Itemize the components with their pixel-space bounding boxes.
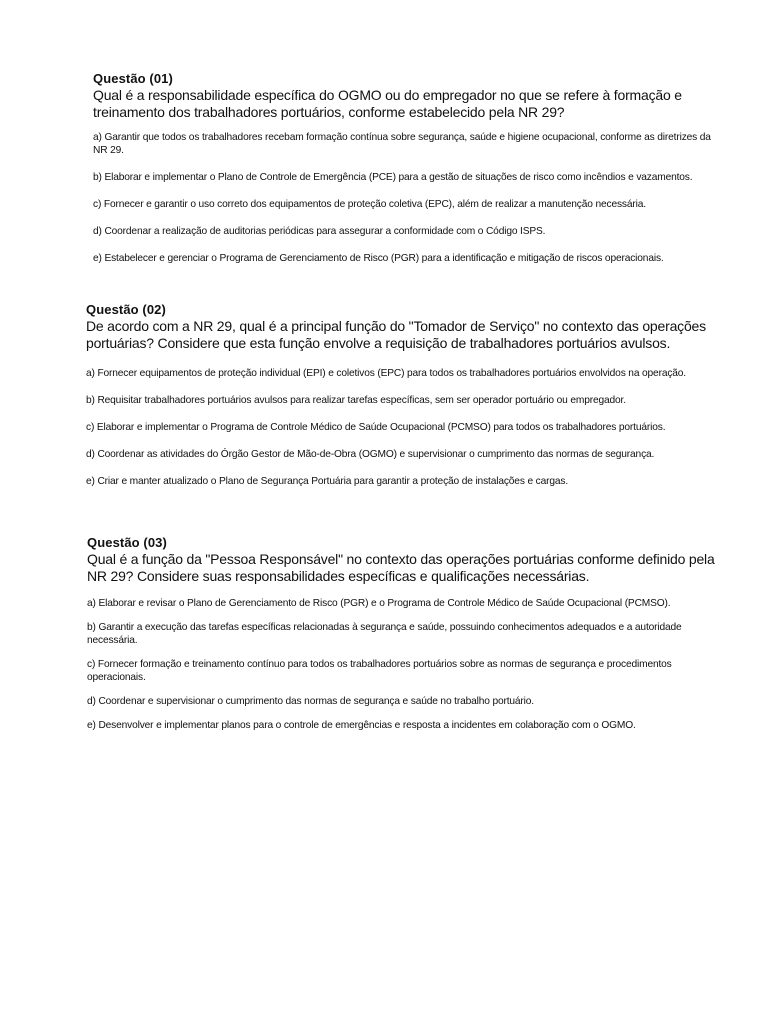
option-e: e) Desenvolver e implementar planos para o controle de emergências e resposta a incidentes em colaboração com o OGMO. (87, 720, 636, 731)
option-b: b) Garantir a execução das tarefas específicas relacionadas à segurança e saúde, possuindo conhecimentos adequados e a autoridade necessária. (87, 622, 682, 646)
option-c: c) Fornecer formação e treinamento contínuo para todos os trabalhadores portuários sobre as normas de segurança e procedimentos operacionais. (87, 659, 672, 683)
option-d: d) Coordenar as atividades do Órgão Gestor de Mão-de-Obra (OGMO) e supervisionar o cumprimento das normas de segurança. (86, 449, 655, 460)
question-title: Questão (03) (87, 535, 167, 550)
option-b: b) Requisitar trabalhadores portuários avulsos para realizar tarefas específicas, sem ser operador portuário ou empregador. (86, 395, 626, 406)
option-a: a) Elaborar e revisar o Plano de Gerenciamento de Risco (PGR) e o Programa de Controle Médico de Saúde Ocupacional (PCMSO). (87, 598, 671, 609)
option-d: d) Coordenar e supervisionar o cumprimento das normas de segurança e saúde no trabalho portuário. (87, 696, 534, 707)
option-d: d) Coordenar a realização de auditorias periódicas para assegurar a conformidade com o Código ISPS. (93, 226, 546, 237)
question-stem: Qual é a responsabilidade específica do OGMO ou do empregador no que se refere à formação e treinamento dos trabalhadores portuários, conforme estabelecido pela NR 29? (93, 87, 682, 120)
option-c: c) Elaborar e implementar o Programa de Controle Médico de Saúde Ocupacional (PCMSO) para todos os trabalhadores portuários. (86, 422, 666, 433)
question-03 (87, 535, 717, 732)
option-b: b) Elaborar e implementar o Plano de Controle de Emergência (PCE) para a gestão de situações de risco como incêndios e vazamentos. (93, 172, 693, 183)
option-c: c) Fornecer e garantir o uso correto dos equipamentos de proteção coletiva (EPC), além de realizar a manutenção necessária. (93, 199, 646, 210)
question-01 (93, 71, 723, 265)
question-title: Questão (01) (93, 71, 173, 86)
option-e: e) Criar e manter atualizado o Plano de Segurança Portuária para garantir a proteção de instalações e cargas. (86, 476, 568, 487)
question-title: Questão (02) (86, 302, 166, 317)
question-stem: De acordo com a NR 29, qual é a principal função do "Tomador de Serviço" no contexto das operações portuárias? Considere que esta função envolve a requisição de trabalhadores portuários avulsos. (86, 318, 706, 351)
option-e: e) Estabelecer e gerenciar o Programa de Gerenciamento de Risco (PGR) para a identificação e mitigação de riscos operacionais. (93, 253, 664, 264)
question-stem: Qual é a função da "Pessoa Responsável" no contexto das operações portuárias conforme definido pela NR 29? Considere suas responsabilidades específicas e qualificações necessárias. (87, 551, 715, 584)
option-a: a) Garantir que todos os trabalhadores recebam formação contínua sobre segurança, saúde e higiene ocupacional, conforme as diretrizes da NR 29. (93, 132, 711, 156)
option-a: a) Fornecer equipamentos de proteção individual (EPI) e coletivos (EPC) para todos os trabalhadores portuários envolvidos na operação. (86, 368, 686, 379)
question-02 (86, 302, 726, 488)
